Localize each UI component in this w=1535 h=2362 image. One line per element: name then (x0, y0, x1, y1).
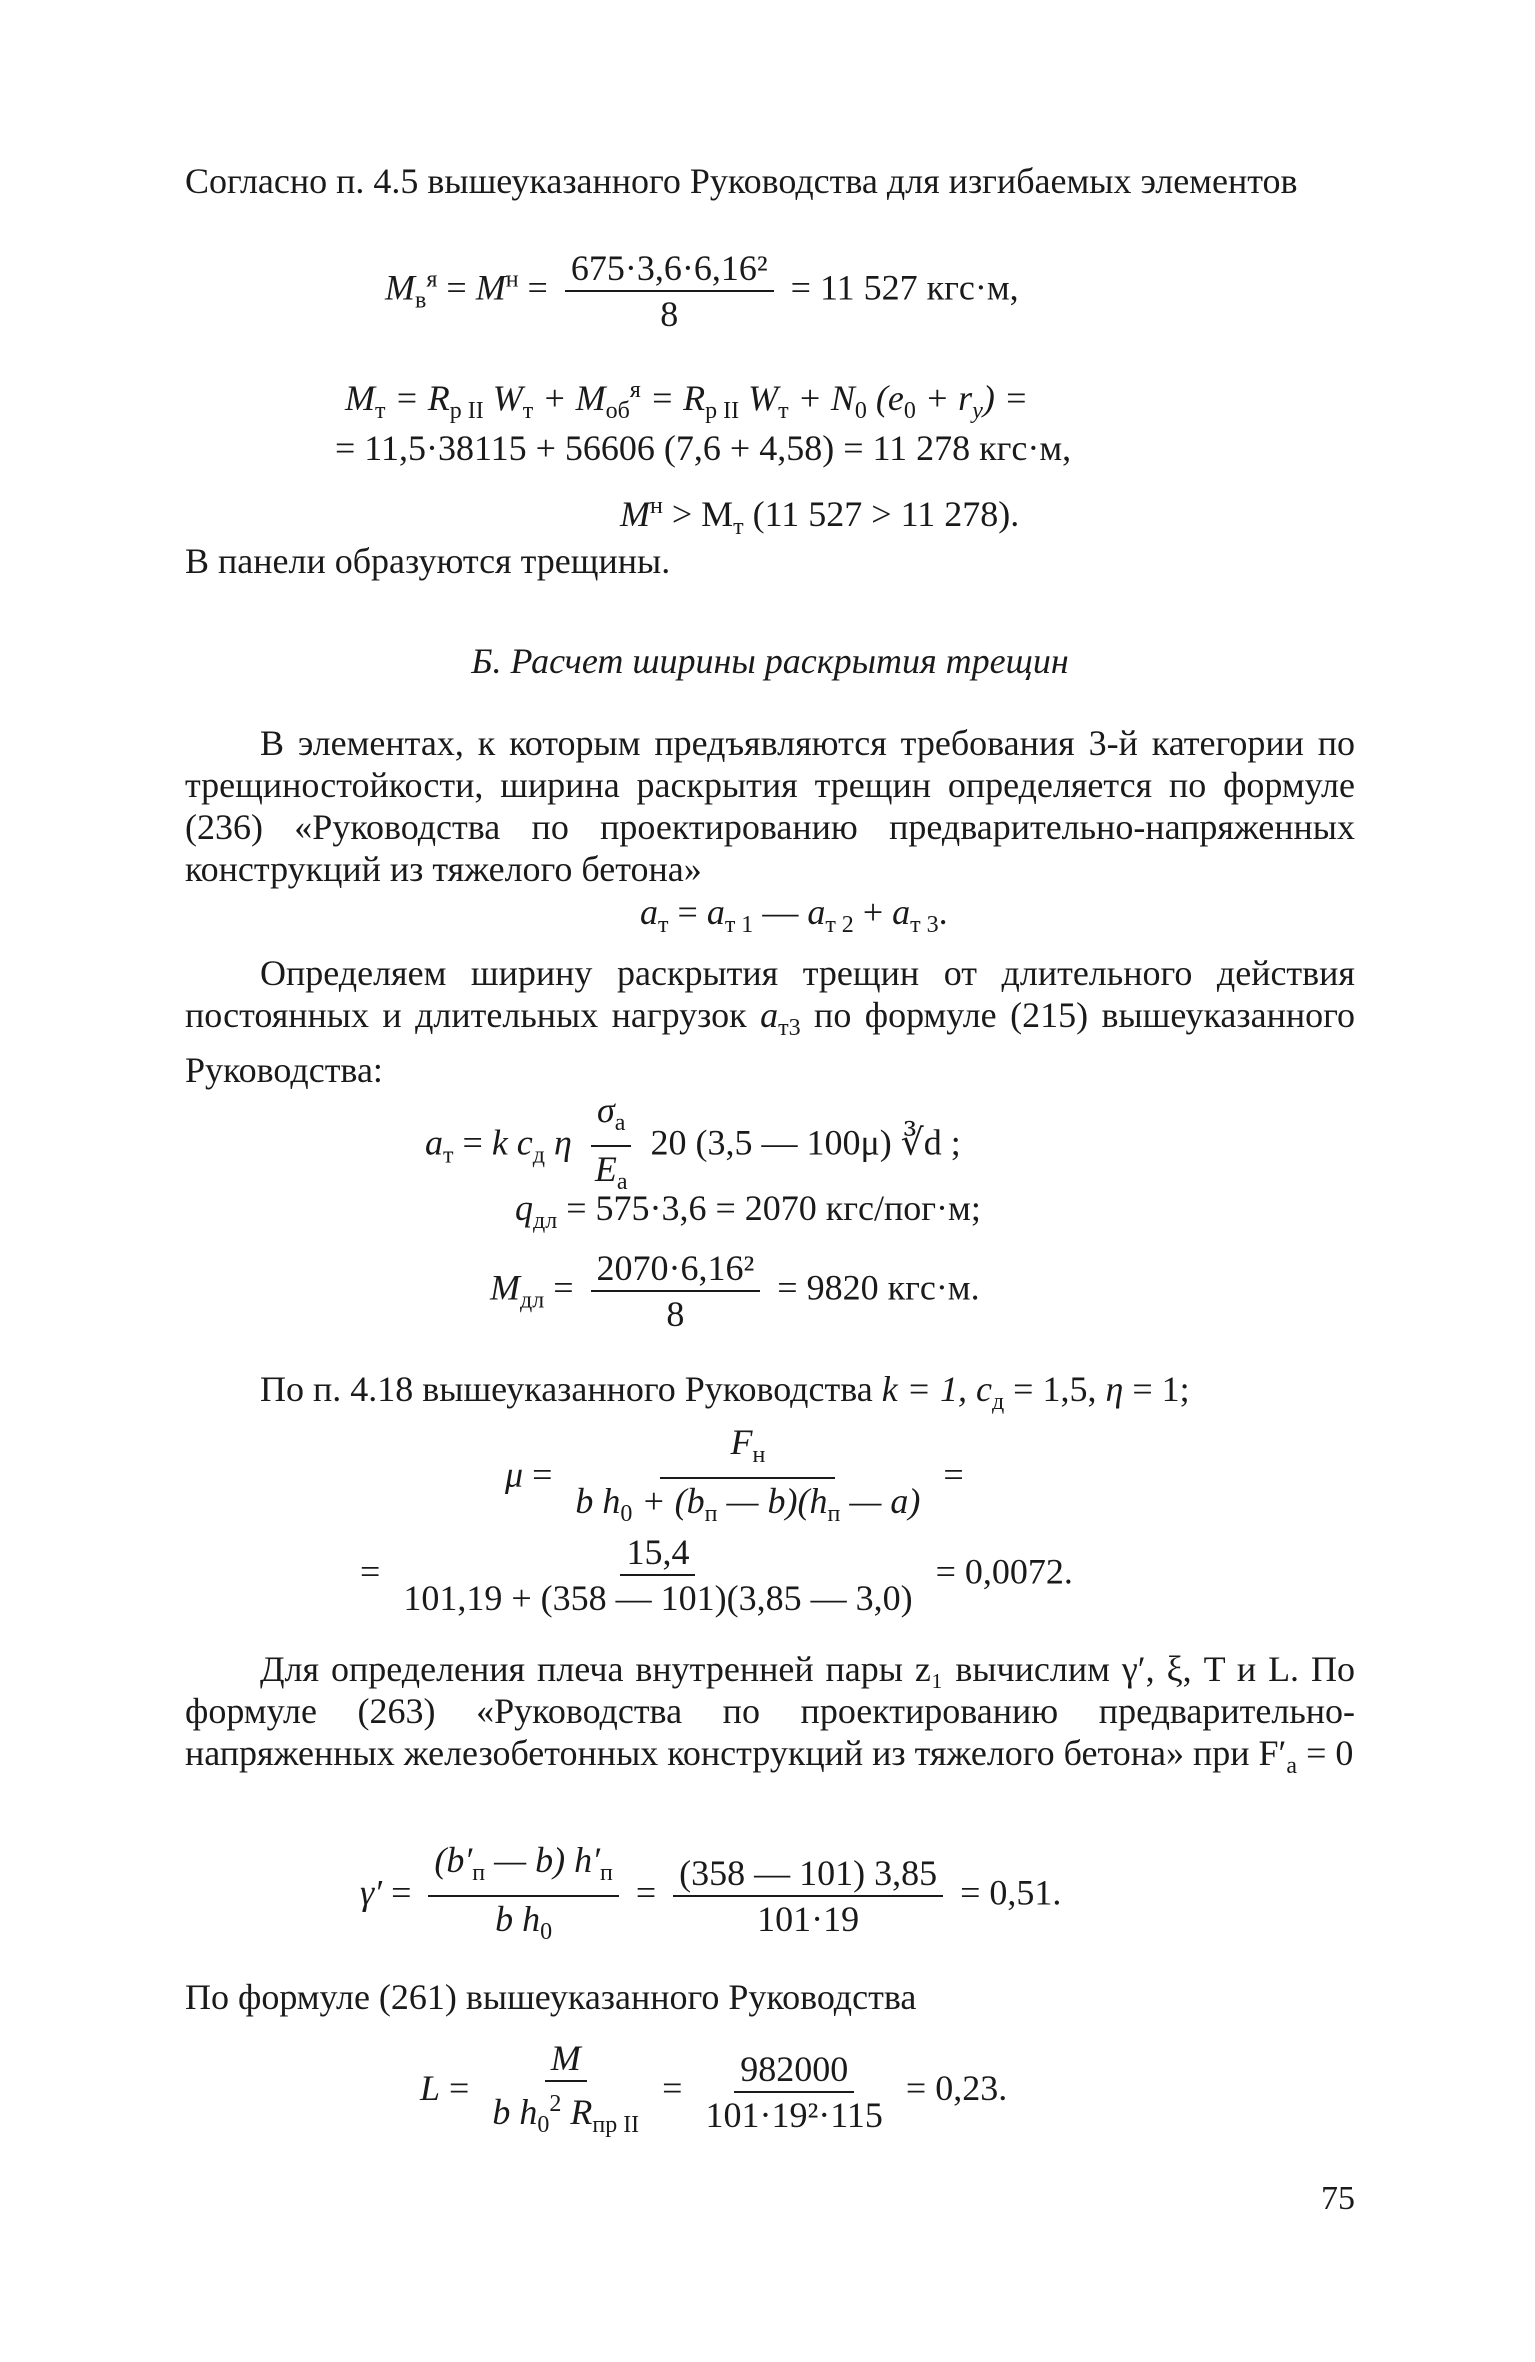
paragraph-long-loads: Определяем ширину раскрытия трещин от длительного действия постоянных и длительных нагрузок $a_{т3}$ по формуле (215) вышеуказанного Руководства: (185, 953, 1356, 1091)
page-number: 75 (1321, 2180, 1355, 2217)
eq-mt-line1: = R (394, 378, 450, 418)
eq-compare-values: (11 527 > 11 278). (743, 494, 1020, 534)
equation-gamma: γ′ = $\frac{(b'_п — b) h'_п}{b h_0}$ = $\frac{(358 — 101) 3,85}{101\cdot 19}$ = 0,51. (360, 1840, 1061, 1952)
equation-L: L = $\frac{M}{b h_0^2 R_{пр II}}$ = $\frac{982000}{\text{101·19²·115}}$ = 0,23. (420, 2038, 1007, 2145)
equation-at: $a_т = k$ $c_д$ η $\frac{\sigma_a}{E_a}$ 20 (3,5 — 100μ) ∛d ; (425, 1090, 961, 1202)
eq-mt-line2: = 11,5·38115 + 56606 (7,6 + 4,58) = 11 278 кгс·м, (335, 428, 1072, 468)
fraction-L-numerator: M (545, 2038, 587, 2082)
fraction-mdl-numerator: 2070·6,16² (591, 1248, 761, 1292)
eq-at-a: a (640, 892, 658, 932)
fraction-mu-value-numerator: 15,4 (620, 1532, 695, 1576)
fraction-sigma-denominator: E (594, 1149, 617, 1190)
paragraph-long-loads-tail: по формуле (215) вышеуказанного Руководства: (185, 995, 1356, 1091)
eq-moment-result: = 11 527 кгс·м, (790, 267, 1019, 308)
fraction-mu: $\frac{F_н}{b h_0 + (b_п — b)(h_п — a)}$ (575, 1422, 921, 1528)
eq-at-tail: 20 (3,5 — 100μ) ∛d ; (641, 1122, 961, 1163)
paragraph-intro: Согласно п. 4.5 вышеуказанного Руководства для изгибаемых элементов (185, 161, 1298, 201)
fraction-L-value-numerator: 982000 (734, 2049, 854, 2093)
eq-mu-value-result: = 0,0072. (935, 1551, 1073, 1592)
paragraph-coefficients: По п. 4.18 вышеуказанного Руководства k = 1, $c_д = 1,5$, η = 1; (260, 1369, 1190, 1416)
equation-mu-value: = $\frac{15,4}{101,19 + (358 — 101)(3,85 — 3,0)}$ = 0,0072. (360, 1532, 1073, 1618)
section-heading-b: Б. Расчет ширины раскрытия трещин (471, 641, 1069, 681)
fraction-mu-value (397, 1532, 918, 1618)
fraction-gamma-value-denominator: 101·19 (757, 1899, 860, 1940)
equation-mu: μ = $\frac{F_н}{b h_0 + (b_п — b)(h_п — a)}$ = (505, 1422, 964, 1534)
equation-mt: $M_т = R_{р II}$ $W_т + M_{об}^я = R_{р II}$ $W_т + N_0$ $(e_0 + r_y)$ = (345, 377, 1029, 425)
paragraph-lever-arm-tail: = 0 (1297, 1733, 1354, 1773)
fraction-L-value-denominator: 101·19²·115 (705, 2094, 883, 2135)
fraction-gamma-value-numerator: (358 — 101) 3,85 (673, 1853, 943, 1897)
paragraph-lever-arm: Для определения плеча внутренней пары z₁ вычислим γ′, ξ, T и L. По формуле (263) «Руководства по проектированию предварительно-напряженных железобетонных конструкций из тяжелого бетона» при $F'_a = 0$ (185, 1649, 1355, 1780)
paragraph-formula-261: По формуле (261) вышеуказанного Руководства (185, 1977, 917, 2017)
fraction-mdl-denominator: 8 (666, 1294, 685, 1334)
paragraph-coefficients-text: По п. 4.18 вышеуказанного Руководства (260, 1369, 873, 1409)
equation-q: $q_{дл} = 575\cdot 3,6 = 2070$ кгс/пог·м; (515, 1188, 981, 1235)
equation-compare: $M^н > M_т$ (11 527 > 11 278). (620, 493, 1020, 541)
eq-L-result: = 0,23. (905, 2067, 1008, 2108)
fraction-L-symbolic: $\frac{M}{b h_0^2 R_{пр II}}$ (492, 2038, 640, 2139)
fraction-gamma-value (673, 1853, 943, 1939)
equation-mdl: $M_{дл}$ = $\frac{\text{2070·6,16²}}{8}$ = 9820 кгс·м. (490, 1248, 980, 1334)
eq-compare-m: M (620, 494, 650, 534)
fraction-mu-numerator: F (730, 1422, 753, 1462)
fraction-moment-numerator: 675·3,6·6,16² (565, 248, 774, 292)
paragraph-long-loads-text: Определяем ширину раскрытия трещин от длительного действия постоянных и длительных нагрузок (185, 953, 1355, 1035)
fraction-L-value (699, 2049, 888, 2135)
fraction-moment-denominator: 8 (660, 294, 679, 334)
fraction-sigma-numerator: σ (596, 1090, 615, 1130)
eq-mdl-result: = 9820 кгс·м. (777, 1267, 980, 1308)
equation-at-sum: $a_т = a_{т 1}$ — $a_{т 2} + a_{т 3}$. (640, 892, 948, 939)
fraction-sigma: $\frac{\sigma_a}{E_a}$ (589, 1090, 634, 1202)
eq-q-tail: = 575·3,6 = 2070 кгс/пог·м; (557, 1188, 981, 1228)
eq-gamma-result: = 0,51. (960, 1872, 1062, 1913)
fraction-mdl (591, 1248, 761, 1334)
fraction-mu-denominator: b h (575, 1481, 621, 1522)
equation-moment: $M_в^я = M^н$ = $\frac{\text{675·3,6·6,16²}}{8}$ = 11 527 кгс·м, (385, 248, 1019, 334)
eq-m-left: M (385, 267, 415, 308)
fraction-gamma-symbolic: $\frac{(b'_п — b) h'_п}{b h_0}$ (428, 1840, 618, 1952)
fraction-mu-value-denominator: 101,19 + (358 — 101)(3,85 — 3,0) (403, 1578, 913, 1618)
fraction-moment (565, 248, 774, 334)
paragraph-crack-width: В элементах, к которым предъявляются требования 3-й категории по трещиностойкости, ширина раскрытия трещин определяется по формуле (236) «Руководства по проектированию предварительно-напряженных конструкций из тяжелого бетона» (185, 723, 1355, 889)
paragraph-cracks-form: В панели образуются трещины. (185, 541, 671, 581)
paragraph-lever-arm-text: Для определения плеча внутренней пары z₁ вычислим γ′, ξ, T и L. По формуле (263) «Руководства по проектированию предварительно-напряженных железобетонных конструкций из тяжелого бетона» при F′ (185, 1649, 1355, 1773)
paragraph-coefficients-tail: k = 1, c (881, 1369, 992, 1409)
eq-compare-gt: > M (662, 494, 734, 534)
